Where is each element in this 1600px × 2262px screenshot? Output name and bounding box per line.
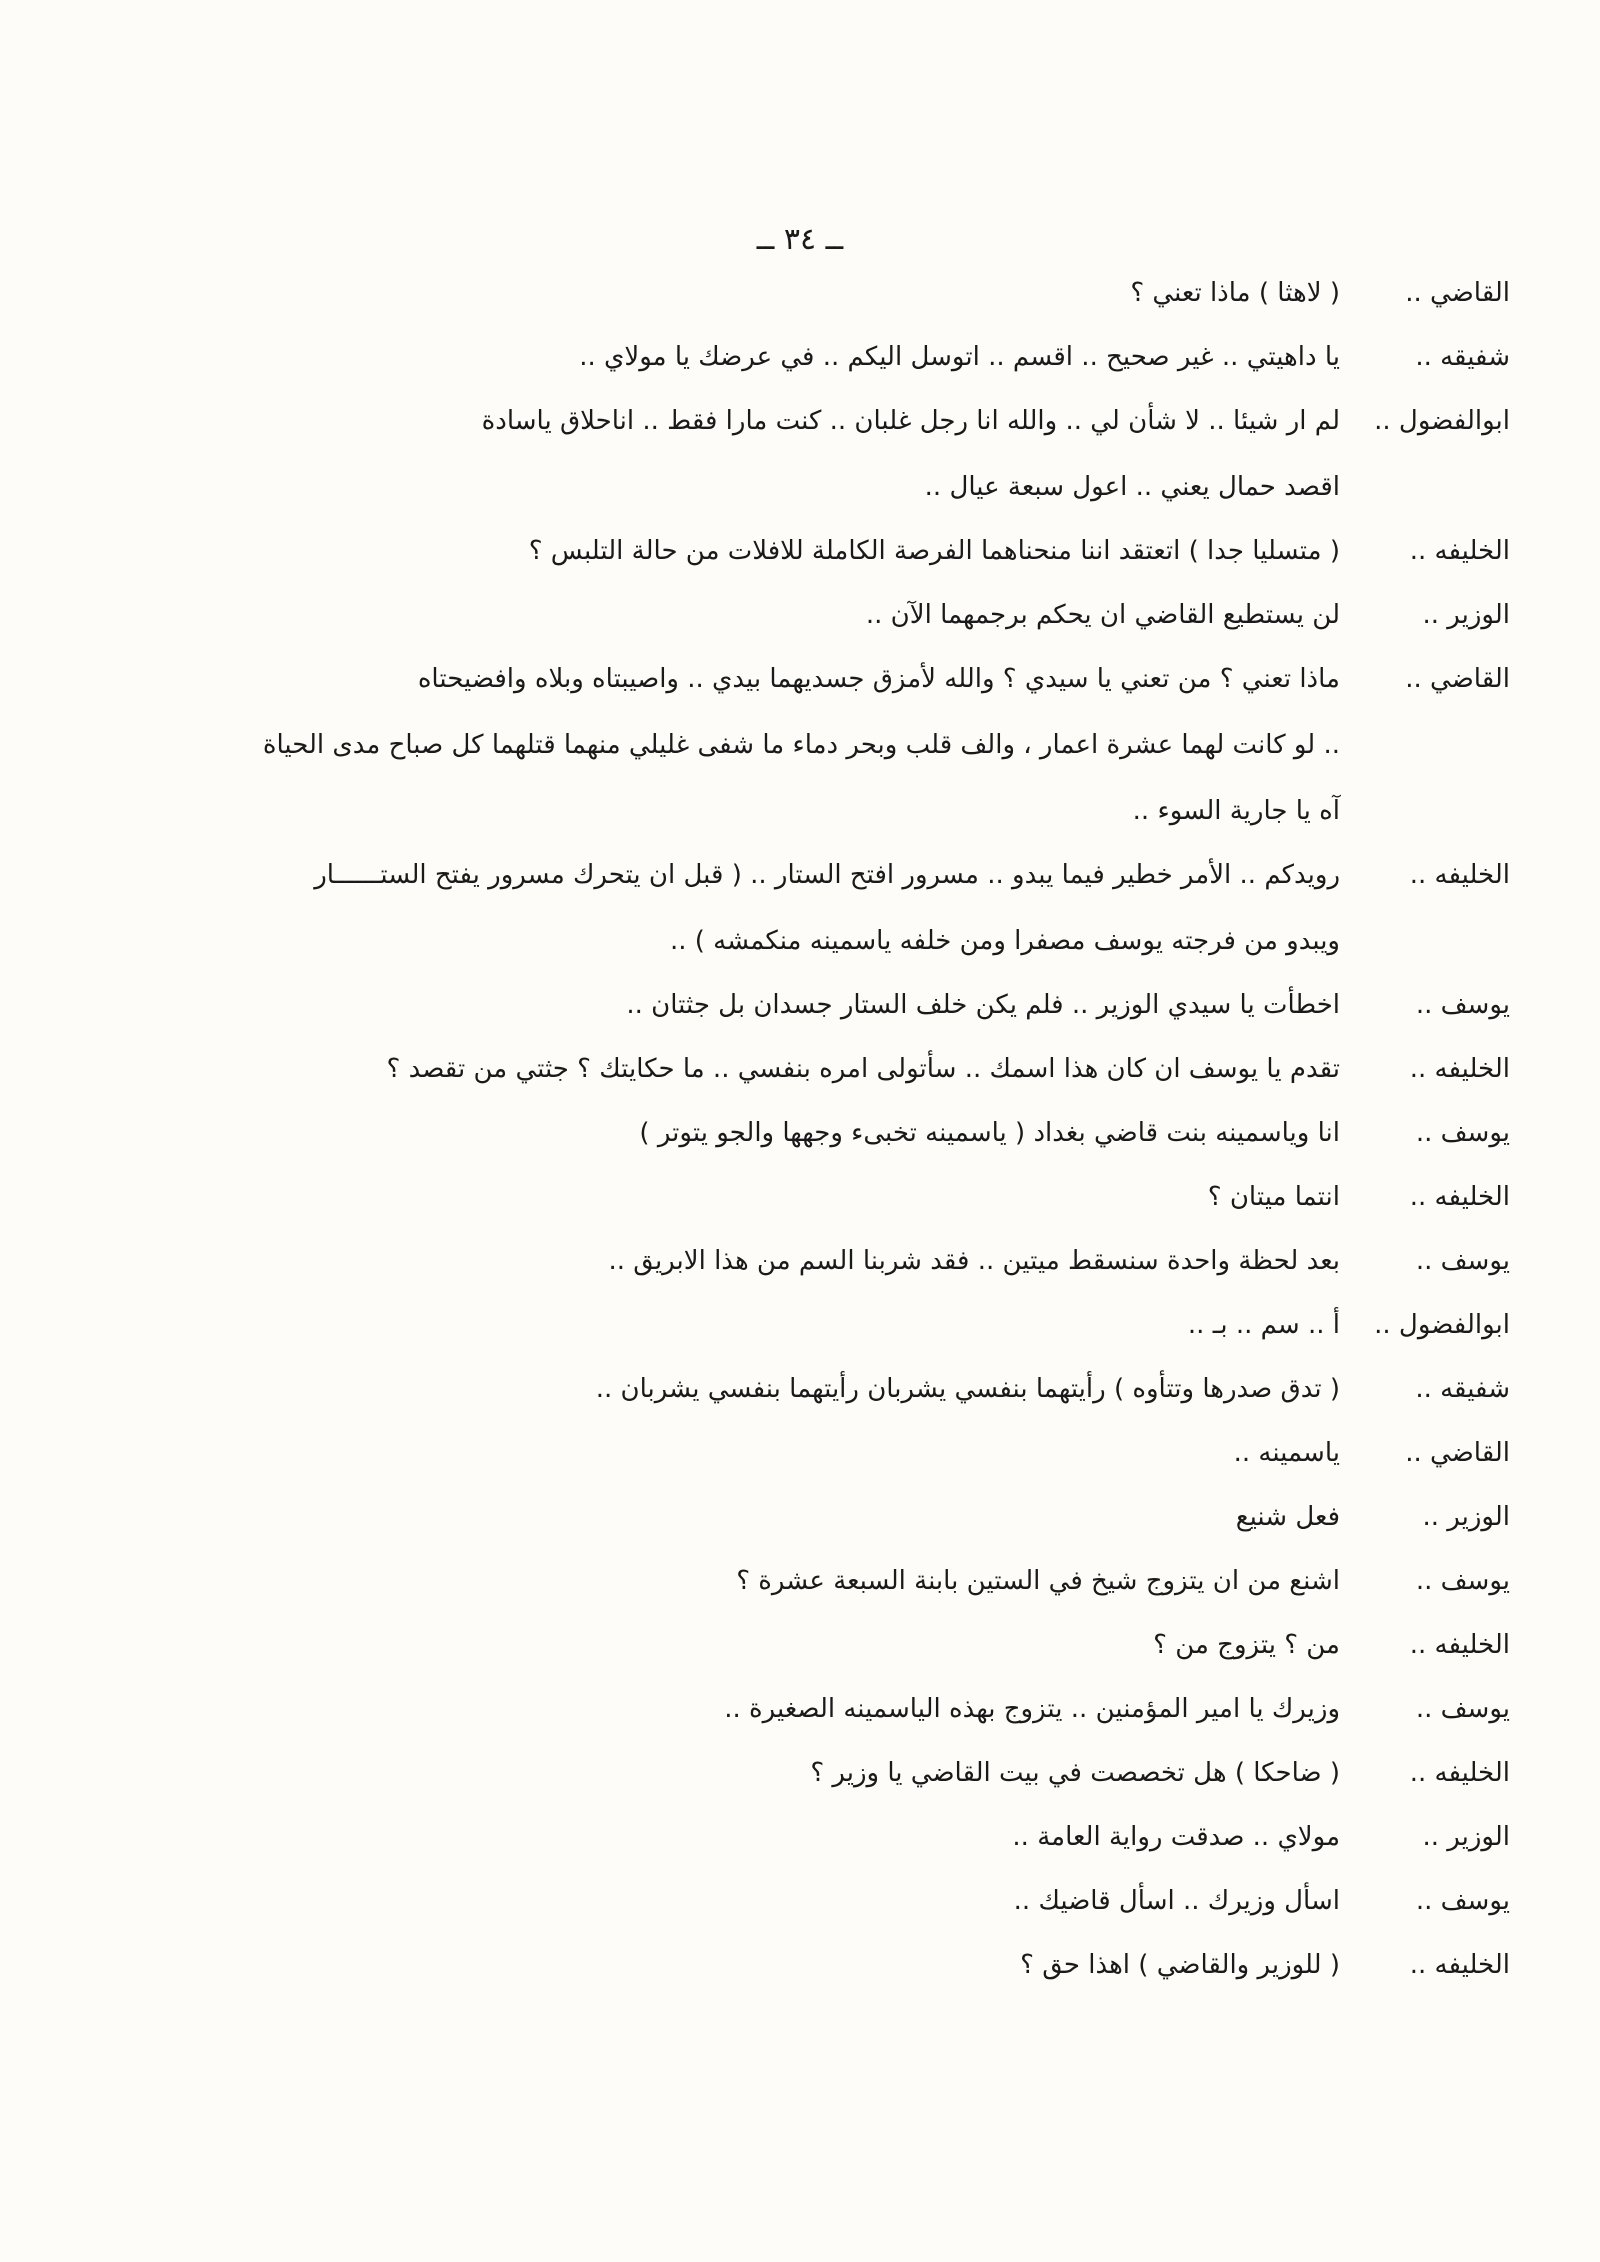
speaker-name: شفيقه .. xyxy=(1415,1374,1510,1404)
dialogue-text xyxy=(130,530,1340,572)
dialogue-entry xyxy=(130,400,1510,508)
dialogue-entry xyxy=(130,1944,1510,1986)
dialogue-text xyxy=(130,1304,1340,1346)
speaker-name: يوسف .. xyxy=(1415,1886,1510,1916)
dialogue-text xyxy=(130,336,1340,378)
dialogue-text xyxy=(130,1368,1340,1410)
dialogue-entry xyxy=(130,1880,1510,1922)
speaker-name: يوسف .. xyxy=(1415,1246,1510,1276)
speaker-name: يوسف .. xyxy=(1415,1118,1510,1148)
dialogue-line: فعل شنيع xyxy=(1235,1502,1340,1532)
dialogue-line: انتما ميتان ؟ xyxy=(1207,1182,1340,1212)
dialogue-entry xyxy=(130,1368,1510,1410)
dialogue-text xyxy=(130,1816,1340,1858)
dialogue-line: أ .. سم .. بـ .. xyxy=(1187,1310,1340,1340)
dialogue-text xyxy=(130,1688,1340,1730)
dialogue-line: تقدم يا يوسف ان كان هذا اسمك .. سأتولى امره بنفسي .. ما حكايتك ؟ جثتي من تقصد ؟ xyxy=(386,1054,1340,1084)
dialogue-line: ( لاهثا ) ماذا تعني ؟ xyxy=(1130,278,1340,308)
dialogue-entry xyxy=(130,854,1510,962)
dialogue-text xyxy=(130,984,1340,1026)
speaker-name: الخليفه .. xyxy=(1409,860,1510,890)
dialogue-line: يا داهيتي .. غير صحيح .. اقسم .. اتوسل اليكم .. في عرضك يا مولاي .. xyxy=(579,342,1340,372)
dialogue-text xyxy=(130,1880,1340,1922)
dialogue-text xyxy=(130,1560,1340,1602)
dialogue-line: رويدكم .. الأمر خطير فيما يبدو .. مسرور افتح الستار .. ( قبل ان يتحرك مسرور يفتح الستــــــار xyxy=(314,860,1340,890)
speaker-name: القاضي .. xyxy=(1405,664,1510,694)
dialogue-text xyxy=(130,272,1340,314)
dialogue-line: آه يا جارية السوء .. xyxy=(1132,796,1340,826)
dialogue-line: من ؟ يتزوج من ؟ xyxy=(1153,1630,1340,1660)
dialogue-entry xyxy=(130,594,1510,636)
dialogue-entry xyxy=(130,1048,1510,1090)
dialogue-line: ماذا تعني ؟ من تعني يا سيدي ؟ والله لأمزق جسديهما بيدي .. واصيبتاه وبلاه وافضيحتاه xyxy=(417,664,1340,694)
dialogue-line: انا وياسمينه بنت قاضي بغداد ( ياسمينه تخبىء وجهها والجو يتوتر ) xyxy=(639,1118,1340,1148)
dialogue-text xyxy=(130,1176,1340,1218)
dialogue-entry xyxy=(130,1816,1510,1858)
speaker-name: ابوالفضول .. xyxy=(1374,1310,1510,1340)
dialogue-entry xyxy=(130,658,1510,832)
dialogue-line: وزيرك يا امير المؤمنين .. يتزوج بهذه الياسمينه الصغيرة .. xyxy=(724,1694,1340,1724)
speaker-name: يوسف .. xyxy=(1415,990,1510,1020)
dialogue-line: .. لو كانت لهما عشرة اعمار ، والف قلب وبحر دماء ما شفى غليلي منهما قتلهما كل صباح مدى الحياة xyxy=(262,730,1340,760)
speaker-name: شفيقه .. xyxy=(1415,342,1510,372)
dialogue-text xyxy=(130,1624,1340,1666)
dialogue-line: لن يستطيع القاضي ان يحكم برجمهما الآن .. xyxy=(865,600,1340,630)
dialogue-entry xyxy=(130,1560,1510,1602)
dialogue-line: ( تدق صدرها وتتأوه ) رأيتهما بنفسي يشربان رأيتهما بنفسي يشربان .. xyxy=(595,1374,1340,1404)
speaker-name: القاضي .. xyxy=(1405,278,1510,308)
speaker-name: الخليفه .. xyxy=(1409,1054,1510,1084)
speaker-name: الوزير .. xyxy=(1422,1822,1510,1852)
dialogue-line: ياسمينه .. xyxy=(1233,1438,1340,1468)
dialogue-text xyxy=(130,854,1340,962)
dialogue-line: ( للوزير والقاضي ) اهذا حق ؟ xyxy=(1020,1950,1340,1980)
dialogue-line: لم ار شيئا .. لا شأن لي .. والله انا رجل غلبان .. كنت مارا فقط .. اناحلاق ياسادة xyxy=(481,406,1340,436)
dialogue-entry xyxy=(130,984,1510,1026)
dialogue-text xyxy=(130,594,1340,636)
dialogue-entry xyxy=(130,1688,1510,1730)
speaker-name: الوزير .. xyxy=(1422,600,1510,630)
play-script xyxy=(130,272,1510,2008)
dialogue-entry xyxy=(130,1304,1510,1346)
dialogue-line: ويبدو من فرجته يوسف مصفرا ومن خلفه ياسمينه منكمشه ) .. xyxy=(669,926,1340,956)
speaker-name: ابوالفضول .. xyxy=(1374,406,1510,436)
speaker-name: الخليفه .. xyxy=(1409,1182,1510,1212)
dialogue-line: بعد لحظة واحدة سنسقط ميتين .. فقد شربنا السم من هذا الابريق .. xyxy=(608,1246,1340,1276)
speaker-name: القاضي .. xyxy=(1405,1438,1510,1468)
dialogue-text xyxy=(130,1240,1340,1282)
dialogue-line: ( ضاحكا ) هل تخصصت في بيت القاضي يا وزير ؟ xyxy=(810,1758,1340,1788)
dialogue-text xyxy=(130,1112,1340,1154)
dialogue-entry xyxy=(130,1752,1510,1794)
page-number: ــ ٣٤ ــ xyxy=(756,222,844,257)
dialogue-entry xyxy=(130,1240,1510,1282)
speaker-name: الخليفه .. xyxy=(1409,1758,1510,1788)
dialogue-text xyxy=(130,1944,1340,1986)
dialogue-text xyxy=(130,400,1340,508)
dialogue-line: مولاي .. صدقت رواية العامة .. xyxy=(1012,1822,1340,1852)
speaker-name: الخليفه .. xyxy=(1409,1950,1510,1980)
dialogue-entry xyxy=(130,530,1510,572)
dialogue-entry xyxy=(130,1432,1510,1474)
dialogue-entry xyxy=(130,1496,1510,1538)
dialogue-text xyxy=(130,1496,1340,1538)
speaker-name: يوسف .. xyxy=(1415,1694,1510,1724)
speaker-name: يوسف .. xyxy=(1415,1566,1510,1596)
dialogue-text xyxy=(130,1432,1340,1474)
dialogue-line: اسأل وزيرك .. اسأل قاضيك .. xyxy=(1013,1886,1340,1916)
dialogue-line: اقصد حمال يعني .. اعول سبعة عيال .. xyxy=(924,472,1340,502)
dialogue-text xyxy=(130,658,1340,832)
dialogue-line: اشنع من ان يتزوج شيخ في الستين بابنة السبعة عشرة ؟ xyxy=(736,1566,1340,1596)
dialogue-text xyxy=(130,1048,1340,1090)
dialogue-entry xyxy=(130,1176,1510,1218)
speaker-name: الخليفه .. xyxy=(1409,536,1510,566)
dialogue-entry xyxy=(130,272,1510,314)
dialogue-entry xyxy=(130,1112,1510,1154)
dialogue-line: اخطأت يا سيدي الوزير .. فلم يكن خلف الستار جسدان بل جثتان .. xyxy=(626,990,1340,1020)
speaker-name: الخليفه .. xyxy=(1409,1630,1510,1660)
dialogue-entry xyxy=(130,1624,1510,1666)
dialogue-line: ( متسليا جدا ) اتعتقد اننا منحناهما الفرصة الكاملة للافلات من حالة التلبس ؟ xyxy=(528,536,1340,566)
speaker-name: الوزير .. xyxy=(1422,1502,1510,1532)
dialogue-entry xyxy=(130,336,1510,378)
dialogue-text xyxy=(130,1752,1340,1794)
